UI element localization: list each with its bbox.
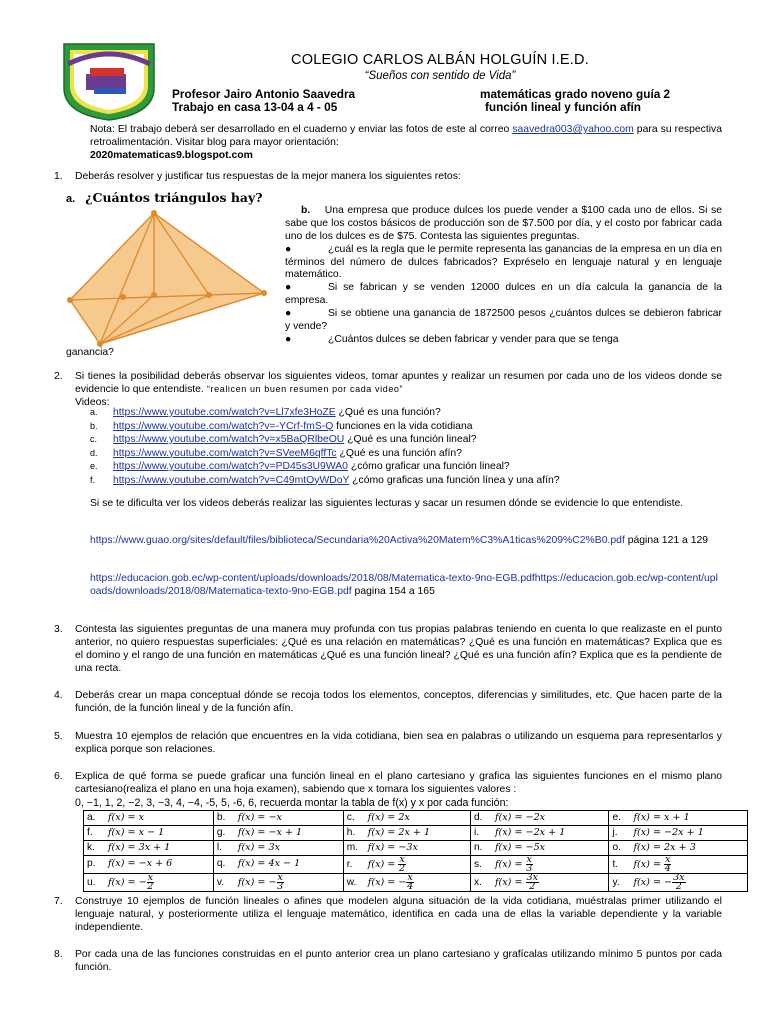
school-motto: “Sueños con sentido de Vida” — [364, 70, 516, 82]
fraction — [398, 856, 405, 873]
fraction — [526, 856, 533, 873]
fraction-numerator: x — [665, 854, 671, 865]
fraction-denominator: 2 — [675, 881, 682, 892]
bullet-symbol: ● — [285, 308, 292, 320]
function-expression: f(x) = −2x + 1 — [633, 826, 704, 838]
function-label: t. — [612, 859, 619, 871]
reading-link[interactable]: https://www.guao.org/sites/default/files/biblioteca/Secundaria%20Activa%20Matem%C3%A1ticas%209%C2%B0.pdf — [90, 535, 625, 546]
function-cell — [84, 856, 214, 874]
question-text: Por cada una de las funciones construidas en el punto anterior crea un plano cartesiano y grafícalas utilizando mínimo 5 puntos por cada función. — [75, 949, 722, 973]
item-label: b. — [90, 420, 98, 431]
question-text: Deberás resolver y justificar tus respuestas de la mejor manera los siguientes retos: — [75, 171, 461, 182]
item-label: b. — [301, 205, 311, 216]
function-label: y. — [612, 877, 620, 889]
fraction-numerator: x — [526, 854, 532, 865]
fraction-numerator: 3x — [526, 872, 539, 883]
function-expression: f(x) = 3x + 1 — [108, 841, 171, 853]
function-cell — [84, 874, 214, 892]
function-expression: f(x) = — [367, 859, 399, 871]
video-desc: ¿Qué es una función lineal? — [344, 434, 477, 445]
function-expression: f(x) = — [494, 877, 526, 889]
question-number: 7. — [54, 896, 63, 907]
fraction-denominator: 3 — [277, 881, 284, 892]
teacher-name: Profesor Jairo Antonio Saavedra — [172, 87, 356, 101]
function-label: v. — [216, 877, 225, 889]
topic-line: función lineal y función afín — [485, 100, 641, 114]
video-link[interactable]: https://www.youtube.com/watch?v=PD45s3U9WA0 — [113, 461, 348, 472]
functions-table-row — [84, 856, 748, 874]
function-expression: f(x) = −2x + 1 — [494, 826, 566, 838]
fraction-denominator: 4 — [407, 881, 414, 892]
bullet-tail: ganancia? — [66, 347, 114, 358]
function-expression: f(x) = −3x — [367, 841, 418, 853]
video-link[interactable]: https://www.youtube.com/watch?v=C49mtOyWDoY — [113, 474, 350, 486]
bullet-item — [285, 282, 722, 308]
question-1b — [285, 205, 722, 347]
functions-table-row — [84, 826, 748, 841]
fraction-denominator: 2 — [529, 881, 536, 892]
bullet-item — [285, 334, 722, 347]
function-cell — [213, 841, 343, 856]
reading-2 — [90, 573, 722, 599]
function-cell — [84, 826, 214, 841]
nota-paragraph — [90, 124, 722, 163]
function-cell — [213, 856, 343, 874]
function-label: q. — [216, 858, 226, 870]
question-5 — [54, 731, 722, 757]
question-number: 8. — [54, 949, 63, 960]
question-number: 3. — [54, 624, 63, 635]
function-cell — [84, 811, 214, 826]
functions-table-row — [84, 811, 748, 826]
function-label: d. — [473, 811, 483, 823]
question-3 — [54, 624, 722, 676]
function-cell — [609, 856, 748, 874]
functions-table — [83, 810, 748, 892]
question-text: Si tienes la posibilidad deberás observar los siguientes videos, tomar apuntes y realizar un resumen por cada uno de los videos donde se evidencie lo que entendiste. — [75, 371, 722, 395]
triangles-question: ¿Cuántos triángulos hay? — [85, 190, 263, 205]
question-text: Explica de qué forma se puede graficar una función lineal en el plano cartesiano y grafica las siguientes funciones en el mismo plano cartesiano(realiza el plano en una hoja examen), sabiendo que x tomara los siguientes valores : — [75, 771, 722, 795]
function-cell — [343, 856, 470, 874]
function-expression: f(x) = — [633, 859, 665, 871]
function-expression: f(x) = −5x — [494, 841, 546, 853]
function-cell — [213, 811, 343, 826]
school-shield-logo — [60, 40, 158, 122]
video-link[interactable]: https://www.youtube.com/watch?v=Ll7xfe3HoZE — [113, 407, 336, 418]
question-number: 1. — [54, 171, 63, 182]
fraction-numerator: x — [147, 872, 154, 883]
function-label: x. — [473, 877, 482, 889]
question-number: 2. — [54, 371, 63, 382]
function-cell — [343, 811, 470, 826]
fraction — [277, 874, 284, 891]
quote-text: “realicen un buen resumen por cada video” — [203, 383, 404, 394]
item-label: a. — [90, 407, 98, 417]
fraction-denominator: 4 — [664, 863, 671, 874]
bullet-item — [285, 308, 722, 334]
work-dates: Trabajo en casa 13-04 a 4 - 05 — [172, 100, 338, 114]
fraction-denominator: 3 — [526, 863, 533, 874]
x-values: 0, −1, 1, 2, −2, 3, −3, 4, −4, -5, 5, -6, 6, recuerda montar la tabla de f(x) y x por cada función: — [75, 796, 509, 809]
fraction — [147, 874, 154, 891]
video-link[interactable]: https://www.youtube.com/watch?v=SVeeM6qffTc — [113, 447, 337, 459]
reading-link[interactable]: https://educacion.gob.ec/wp-content/uploads/downloads/2018/08/Matematica-texto-9no-EGB.pdfhttps://educacion.gob.ec/wp-content/uploads/downloads/2018/08/Matematica-texto-9no-EGB.pdf — [90, 573, 718, 597]
item-label: c. — [90, 434, 98, 444]
function-cell — [213, 874, 343, 892]
item-label: e. — [90, 461, 98, 471]
bullet-text: Si se fabrican y se venden 12000 dulces en un día calcula la ganancia de la empresa. — [285, 282, 722, 307]
school-name: COLEGIO CARLOS ALBÁN HOLGUÍN I.E.D. — [291, 52, 589, 68]
function-expression: f(x) = 3x — [237, 841, 280, 853]
function-label: m. — [346, 841, 359, 853]
functions-table-row — [84, 841, 748, 856]
bullet-text: ¿cuál es la regla que le permite representa las ganancias de la empresa en un día en términos del número de dulces fabricados? Expréselo en lenguaje natural y en lenguaje matemático. — [285, 243, 722, 281]
function-expression: f(x) = x — [108, 811, 144, 823]
nota-text-a: Nota: El trabajo deberá ser desarrollado en el cuaderno y enviar las fotos de este al correo — [90, 124, 510, 135]
video-desc: ¿cómo graficas una función línea y una afín? — [349, 474, 560, 486]
videos-label: Videos: — [75, 396, 110, 408]
fraction-denominator: 2 — [147, 881, 154, 892]
question-7 — [54, 896, 722, 935]
fraction-numerator: x — [277, 872, 283, 883]
video-list — [90, 407, 722, 491]
reading-pages: página 121 a 129 — [624, 535, 709, 546]
function-expression: f(x) = −2x — [494, 811, 546, 823]
function-cell — [609, 826, 748, 841]
function-cell — [609, 874, 748, 892]
subject-line: matemáticas grado noveno guía 2 — [480, 87, 671, 101]
function-cell — [343, 841, 470, 856]
difficulty-note: Si se te dificulta ver los videos deberás realizar las siguientes lecturas y sacar un resumen dónde se evidencie lo que entendiste. — [90, 498, 684, 509]
fraction-numerator: x — [399, 854, 405, 865]
question-text: Contesta las siguientes preguntas de una manera muy profunda con tus propias palabras teniendo en cuenta lo que realizaste en el punto anterior, no quiero respuestas superficiales: ¿Qué es una relación en matemáticas? ¿Qué es una función en matemáticas? Explica que es el domino y el rango de una función en matemáticas ¿Qué es una función lineal? ¿Qué es una función afín? Explica que es la pendiente de una recta. — [75, 624, 722, 674]
function-label: n. — [473, 841, 483, 853]
function-label: b. — [216, 811, 226, 823]
function-expression: f(x) = − — [108, 877, 147, 889]
video-link[interactable]: https://www.youtube.com/watch?v=x5BaQRlbeOU — [113, 434, 345, 445]
function-expression: f(x) = 2x — [367, 811, 410, 823]
function-cell — [470, 856, 609, 874]
nota-text-b: para su respectiva retroalimentación. Visitar blog para mayor orientación: — [90, 124, 722, 148]
function-cell — [470, 874, 609, 892]
function-cell — [470, 841, 609, 856]
video-desc: funciones en la vida cotidiana — [333, 420, 473, 432]
function-cell — [84, 841, 214, 856]
function-cell — [470, 811, 609, 826]
function-cell — [470, 826, 609, 841]
question-1b-text: Una empresa que produce dulces los puede vender a $100 cada uno de ellos. Si se sabe que los costos básicos de producción son de $7.500 por día, y el costo por fabricar cada uno de los dulces es de $75. Contesta las siguientes preguntas. — [285, 205, 722, 242]
function-label: o. — [612, 841, 621, 853]
bullet-symbol: ● — [285, 282, 292, 294]
function-expression: f(x) = −x + 6 — [108, 858, 173, 870]
function-label: r. — [346, 859, 353, 871]
function-expression: f(x) = 2x + 1 — [367, 826, 431, 838]
function-label: p. — [87, 858, 96, 870]
function-label: f. — [87, 826, 93, 838]
triangle-pyramid-figure — [66, 208, 276, 348]
item-label: d. — [90, 447, 98, 458]
function-cell — [343, 826, 470, 841]
question-number: 5. — [54, 731, 63, 742]
function-label: w. — [346, 877, 357, 889]
reading-1 — [90, 535, 722, 548]
video-link[interactable]: https://www.youtube.com/watch?v=-YCrf-fmS-Q — [113, 420, 334, 432]
bullet-text: Si se obtiene una ganancia de 1872500 pesos ¿cuántos dulces se debieron fabricar y vende? — [285, 308, 722, 333]
video-desc: ¿Qué es una función afín? — [336, 447, 462, 459]
function-label: c. — [346, 811, 355, 823]
reading-pages: pagina 154 a 165 — [351, 585, 435, 597]
function-label: i. — [473, 826, 480, 838]
function-label: k. — [87, 841, 95, 853]
item-label: a. — [66, 193, 76, 205]
fraction-numerator: 3x — [673, 872, 685, 883]
question-text: Muestra 10 ejemplos de relación que encuentres en la vida cotidiana, bien sea en palabras o utilizando un esquema para representarlos y explica porque son relaciones. — [75, 731, 722, 755]
blog-address: 2020matematicas9.blogspot.com — [90, 149, 253, 161]
fraction — [672, 874, 686, 891]
bullet-text: ¿Cuántos dulces se deben fabricar y vender para que se tenga — [328, 333, 619, 345]
function-label: a. — [87, 811, 96, 823]
function-cell — [609, 811, 748, 826]
function-expression: f(x) = − — [633, 877, 673, 889]
function-label: l. — [216, 841, 222, 853]
function-expression: f(x) = − — [237, 877, 277, 889]
video-desc: ¿cómo graficar una función lineal? — [347, 461, 510, 472]
question-6 — [54, 771, 722, 810]
function-label: h. — [346, 826, 356, 838]
question-1a-title — [66, 190, 263, 207]
function-expression: f(x) = −x + 1 — [237, 826, 303, 838]
function-cell — [609, 841, 748, 856]
question-2 — [54, 371, 722, 410]
question-text: Deberás crear un mapa conceptual dónde se recoja todos los elementos, conceptos, diferencias y similitudes, etc. Que hacen parte de la función, de la función lineal y de la función afín. — [75, 690, 722, 714]
function-label: u. — [87, 877, 96, 889]
question-4 — [54, 690, 722, 716]
function-label: s. — [473, 859, 482, 871]
question-text: Construye 10 ejemplos de función lineales o afines que modelen alguna situación de la vida cotidiana, muéstralas primer utilizando el lenguaje natural, y posteriormente utiliza el lenguaje matemático, identifica en cada una de ellas la variable dependiente y la variable independiente. — [75, 896, 722, 933]
function-expression: f(x) = −x — [237, 811, 282, 823]
bullet-symbol: ● — [285, 333, 292, 345]
function-expression: f(x) = x + 1 — [633, 811, 690, 823]
function-label: g. — [216, 826, 226, 838]
item-label: f. — [90, 474, 96, 485]
fraction-denominator: 2 — [399, 863, 406, 874]
question-1 — [54, 171, 722, 184]
functions-table-row — [84, 874, 748, 892]
question-number: 6. — [54, 771, 63, 782]
fraction — [406, 874, 413, 891]
function-cell — [343, 874, 470, 892]
function-label: e. — [612, 811, 621, 823]
function-expression: f(x) = 4x − 1 — [237, 858, 301, 870]
question-number: 4. — [54, 690, 63, 701]
function-expression: f(x) = — [494, 859, 526, 871]
function-cell — [213, 826, 343, 841]
fraction — [664, 856, 671, 873]
email-link[interactable]: saavedra003@yahoo.com — [512, 124, 634, 135]
fraction-numerator: x — [407, 872, 413, 883]
function-expression: f(x) = 2x + 3 — [633, 841, 696, 853]
video-desc: ¿Qué es una función? — [335, 407, 441, 418]
function-expression: f(x) = x − 1 — [108, 826, 165, 838]
bullet-item — [285, 244, 722, 283]
bullet-symbol: ● — [285, 243, 292, 255]
question-8 — [54, 949, 722, 975]
function-expression: f(x) = − — [367, 877, 407, 889]
function-label: j. — [612, 826, 618, 838]
fraction — [526, 874, 540, 891]
